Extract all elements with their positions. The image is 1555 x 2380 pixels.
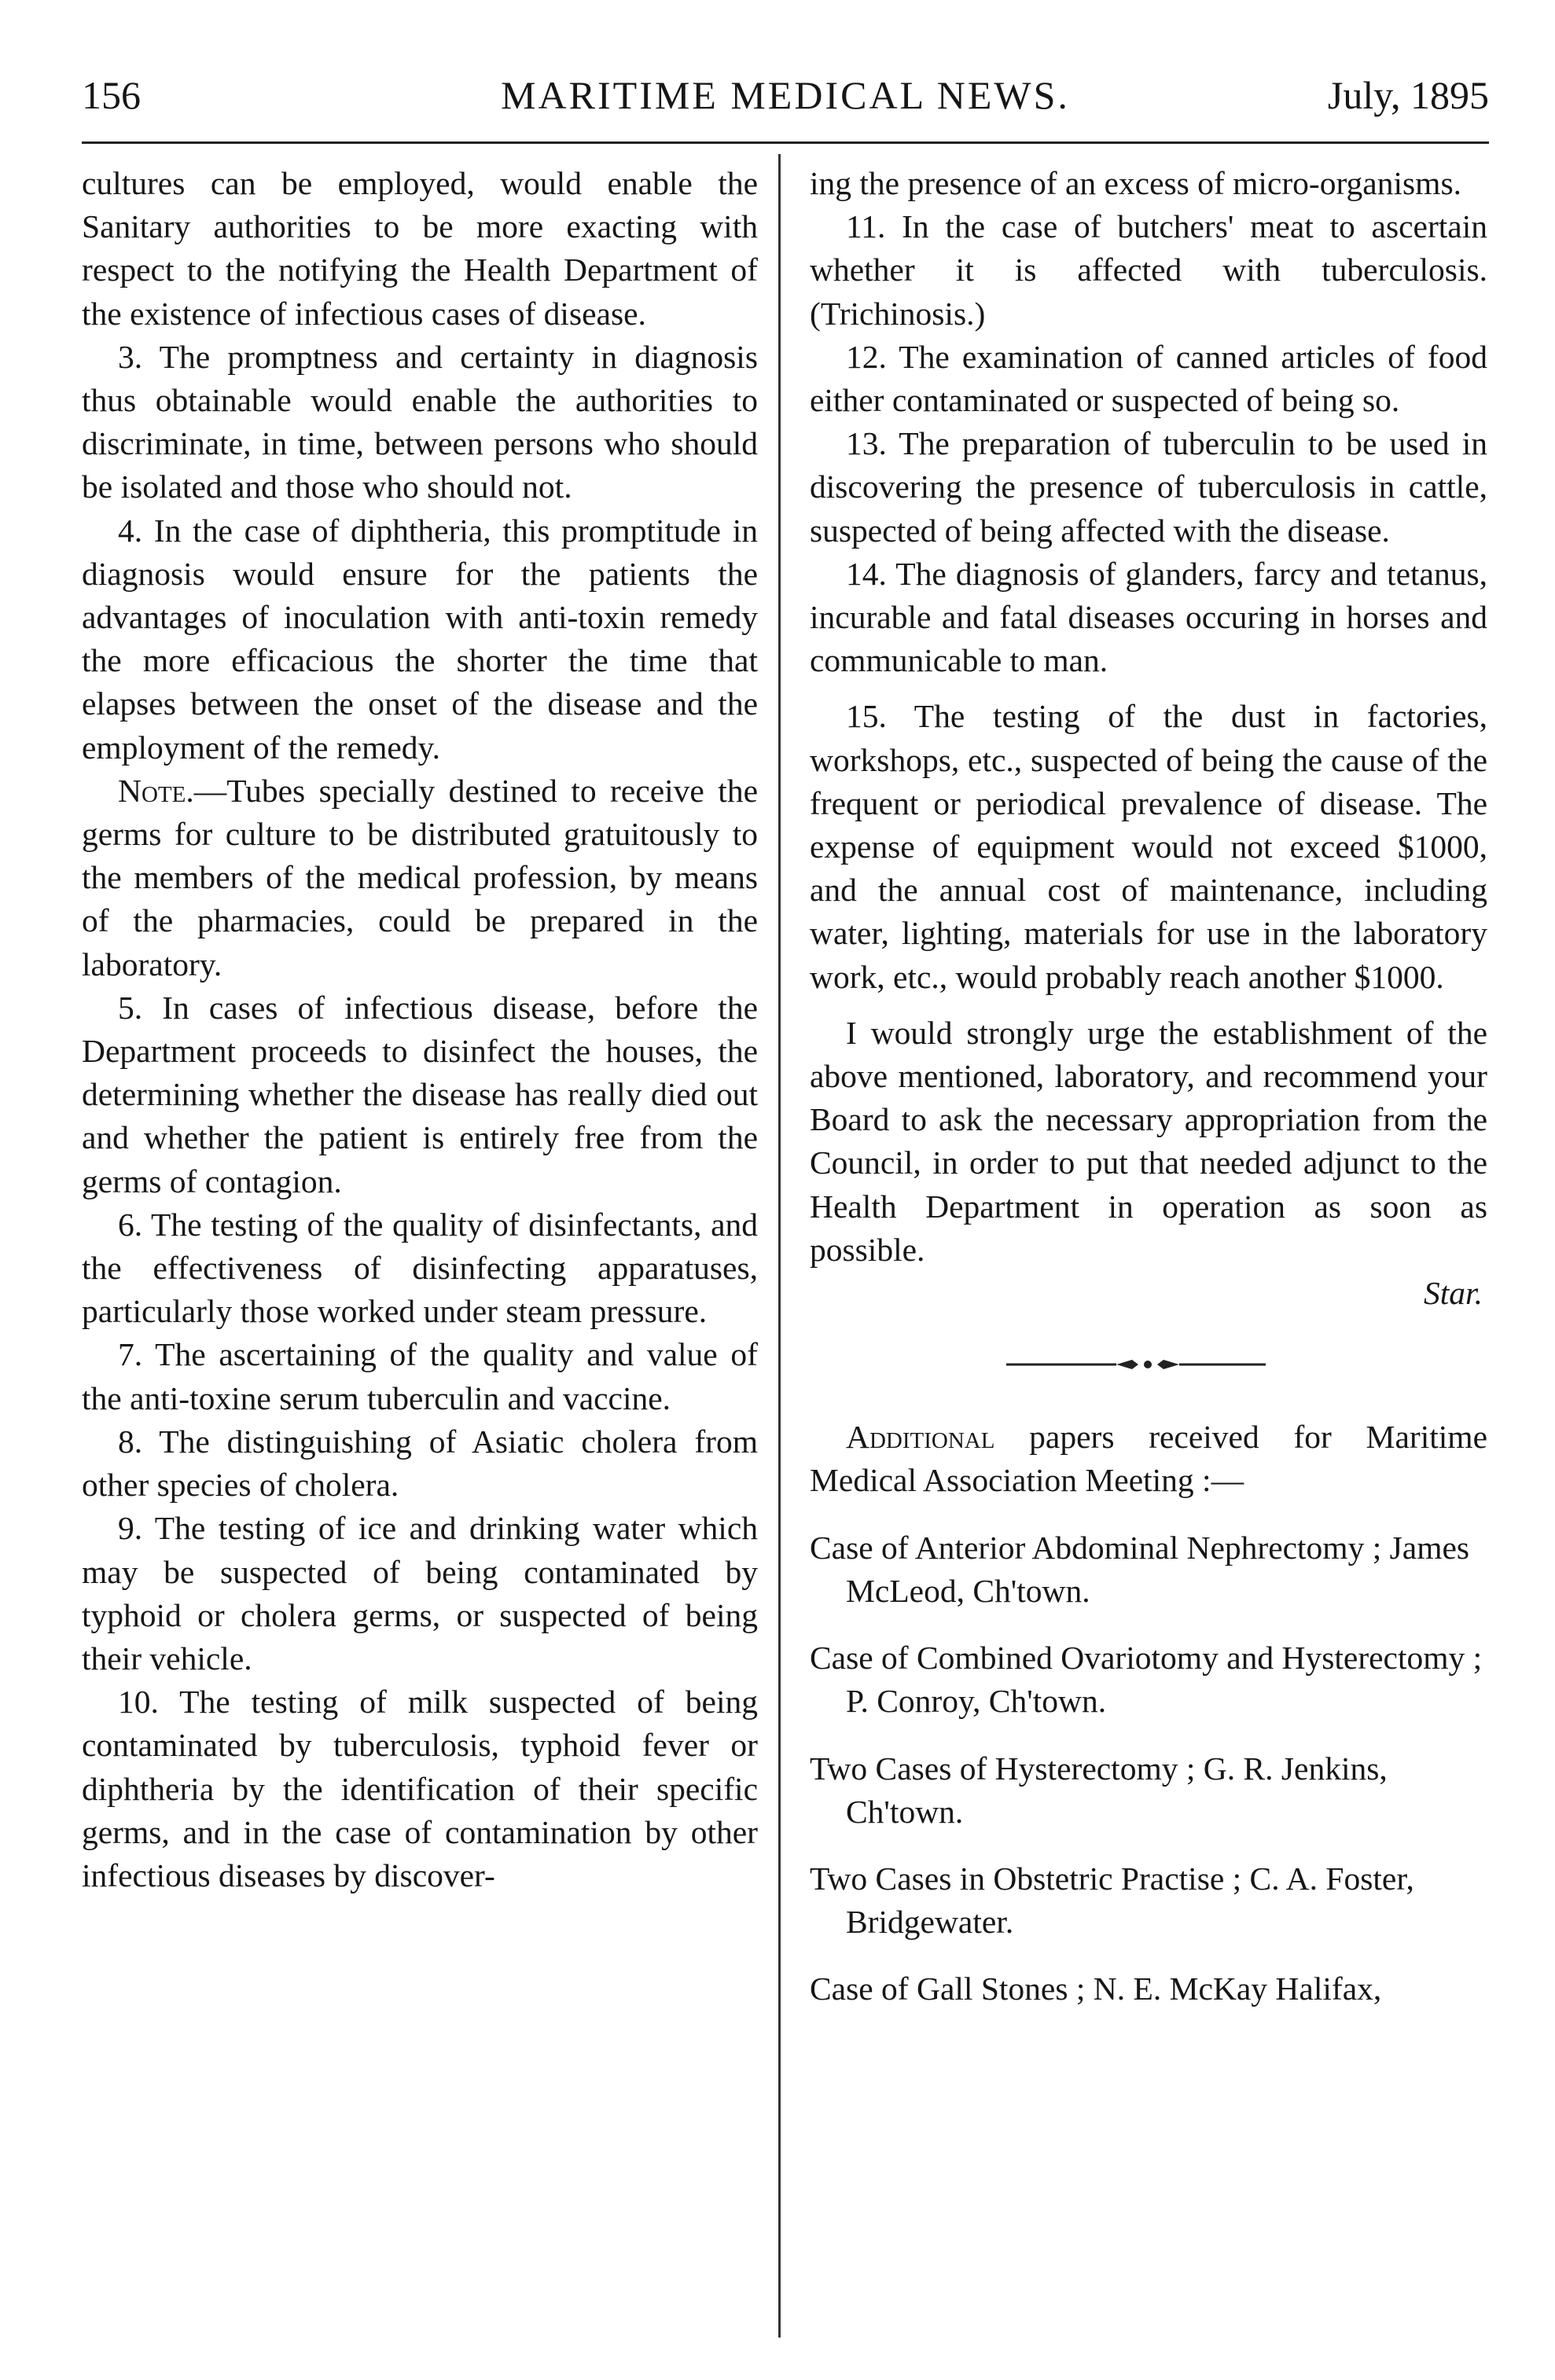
paragraph-7: 7. The ascertaining of the quality and value of the anti-toxine serum tuberculin and vaccine. xyxy=(82,1336,758,1416)
paragraph-8: 8. The distinguishing of Asiatic cholera from other species of cholera. xyxy=(82,1423,758,1504)
list-item: Case of Combined Ovariotomy and Hysterectomy ; P. Conroy, Ch'town. xyxy=(810,1640,1483,1720)
paragraph-14: 14. The diagnosis of glanders, farcy and tetanus, incurable and fatal diseases occuring in horses and communicable to man. xyxy=(810,555,1487,679)
issue-date: July, 1895 xyxy=(1327,73,1489,117)
column-divider xyxy=(778,154,781,2338)
paragraph-11: 11. In the case of butchers' meat to ascertain whether it is affected with tuberculosis. (Trichinosis.) xyxy=(810,208,1487,332)
paragraph-5: 5. In cases of infectious disease, before the Department proceeds to disinfect the houses, the determining whether the disease has really died out and whether the patient is entirely free from the germs of contagion. xyxy=(82,989,758,1199)
note-paragraph xyxy=(82,769,758,986)
signature: Star. xyxy=(1424,1275,1483,1312)
paragraph-10: 10. The testing of milk suspected of being contaminated by tuberculosis, typhoid fever or diphtheria by the identification of their specific germs, and in the case of contamination by other infectious diseases by discover- xyxy=(82,1684,758,1893)
paragraph-15: 15. The testing of the dust in factories, workshops, etc., suspected of being the cause of the frequent or periodical prevalence of disease. The expense of equipment would not exceed $1000, and the annual cost of maintenance, including water, lighting, materials for use in the laboratory work, etc., would probably reach another $1000. xyxy=(810,698,1487,995)
paragraph-6: 6. The testing of the quality of disinfectants, and the effectiveness of disinfecting apparatuses, particularly those worked under steam pressure. xyxy=(82,1206,758,1330)
list-item: Two Cases in Obstetric Practise ; C. A. Foster, Bridgewater. xyxy=(810,1860,1414,1941)
additional-label: Additional xyxy=(846,1419,995,1456)
paragraph-10-continuation: ing the presence of an excess of micro-organisms. xyxy=(810,165,1461,201)
note-text: —Tubes specially destined to receive the germs for culture to be distributed gratuitously to the members of the medical profession, by means of the pharmacies, could be prepared in the laboratory. xyxy=(82,772,758,982)
running-head xyxy=(82,68,1489,123)
note-label: Note. xyxy=(118,772,194,809)
additional-text: papers received for Maritime Medical Association Meeting :— xyxy=(810,1419,1487,1499)
left-column xyxy=(82,162,758,1897)
ornament-rule-icon xyxy=(1006,1353,1289,1376)
right-column xyxy=(810,162,1487,2011)
header-rule xyxy=(82,141,1489,144)
paragraph-4: 4. In the case of diphtheria, this promptitude in diagnosis would ensure for the patients the advantages of inoculation with anti-toxin remedy the more efficacious the shorter the time that elapses between the onset of the disease and the employment of the remedy. xyxy=(82,512,758,766)
paragraph-12: 12. The examination of canned articles of food either contaminated or suspected of being so. xyxy=(810,338,1487,419)
paragraph-9: 9. The testing of ice and drinking water which may be suspected of being contaminated by typhoid or cholera germs, or suspected of being their vehicle. xyxy=(82,1510,758,1677)
list-item: Case of Gall Stones ; N. E. McKay Halifax, xyxy=(810,1970,1382,2007)
paragraph-13: 13. The preparation of tuberculin to be used in discovering the presence of tuberculosis in cattle, suspected of being affected with the disease. xyxy=(810,425,1487,549)
journal-title: MARITIME MEDICAL NEWS. xyxy=(501,73,1070,117)
list-item: Case of Anterior Abdominal Nephrectomy ; James McLeod, Ch'town. xyxy=(810,1529,1470,1609)
page-number: 156 xyxy=(82,73,141,117)
closing-paragraph: I would strongly urge the establishment of the above mentioned, laboratory, and recommend your Board to ask the necessary appropriation from the Council, in order to put that needed adjunct to the Health Department in operation as soon as possible. xyxy=(810,1014,1487,1268)
section-ornament xyxy=(810,1343,1487,1398)
paragraph-continuation: cultures can be employed, would enable the Sanitary authorities to be more exacting with respect to the notifying the Health Department of the existence of infectious cases of disease. xyxy=(82,165,758,332)
list-item: Two Cases of Hysterectomy ; G. R. Jenkins, Ch'town. xyxy=(810,1750,1388,1830)
paragraph-3: 3. The promptness and certainty in diagnosis thus obtainable would enable the authorities to discriminate, in time, between persons who should be isolated and those who should not. xyxy=(82,338,758,505)
additional-papers-intro xyxy=(810,1416,1487,1502)
